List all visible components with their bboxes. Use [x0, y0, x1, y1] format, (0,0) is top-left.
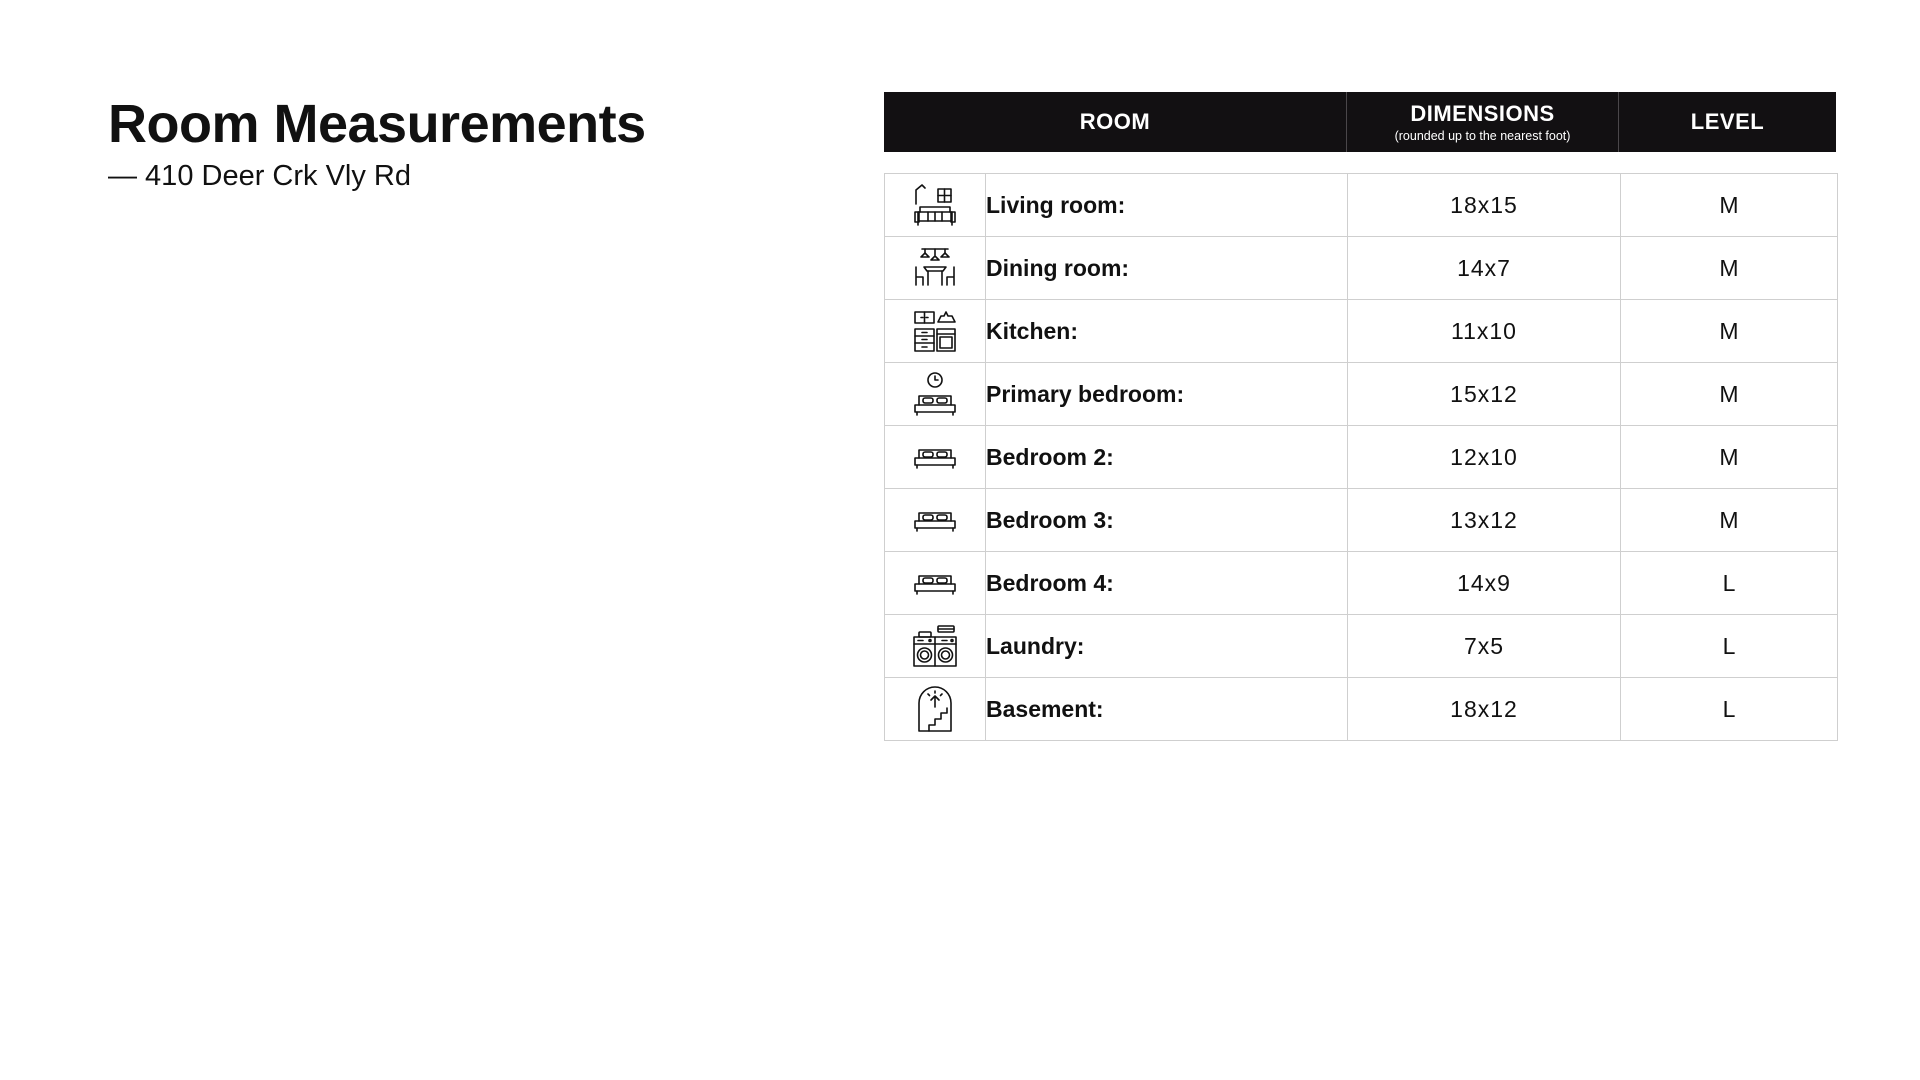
table-header	[884, 92, 1836, 152]
room-dimensions: 14x9	[1348, 552, 1621, 615]
bed-icon	[912, 442, 958, 472]
room-name: Laundry:	[986, 615, 1348, 678]
icon-cell	[885, 489, 986, 552]
room-name: Living room:	[986, 174, 1348, 237]
table-row	[885, 300, 1838, 363]
icon-cell	[885, 678, 986, 741]
page-title: Room Measurements	[108, 94, 646, 154]
icon-cell	[885, 174, 986, 237]
room-level: L	[1621, 552, 1838, 615]
room-table	[884, 173, 1838, 741]
header-level	[1619, 92, 1836, 152]
table-row	[885, 363, 1838, 426]
icon-cell	[885, 237, 986, 300]
room-level: M	[1621, 174, 1838, 237]
icon-cell	[885, 363, 986, 426]
room-level: L	[1621, 678, 1838, 741]
header-level-label: LEVEL	[1690, 109, 1765, 134]
room-dimensions: 18x12	[1348, 678, 1621, 741]
table-row	[885, 552, 1838, 615]
room-level: M	[1621, 300, 1838, 363]
room-name: Dining room:	[986, 237, 1348, 300]
header-room	[884, 92, 1347, 152]
room-name: Bedroom 4:	[986, 552, 1348, 615]
bed-icon	[912, 505, 958, 535]
kitchen-icon	[912, 308, 958, 354]
table-row	[885, 237, 1838, 300]
room-name: Bedroom 2:	[986, 426, 1348, 489]
room-name: Basement:	[986, 678, 1348, 741]
header-room-label: ROOM	[1079, 109, 1151, 134]
dining-room-icon	[912, 245, 958, 291]
header-dimensions-label: DIMENSIONS	[1410, 101, 1555, 126]
room-level: L	[1621, 615, 1838, 678]
header-dimensions	[1347, 92, 1619, 152]
table-row	[885, 489, 1838, 552]
room-dimensions: 13x12	[1348, 489, 1621, 552]
room-name: Kitchen:	[986, 300, 1348, 363]
room-level: M	[1621, 237, 1838, 300]
room-dimensions: 7x5	[1348, 615, 1621, 678]
room-dimensions: 15x12	[1348, 363, 1621, 426]
table-row	[885, 678, 1838, 741]
laundry-icon	[912, 623, 958, 669]
room-dimensions: 14x7	[1348, 237, 1621, 300]
table-row	[885, 615, 1838, 678]
room-level: M	[1621, 363, 1838, 426]
room-level: M	[1621, 489, 1838, 552]
bed-icon	[912, 568, 958, 598]
living-room-icon	[912, 182, 958, 228]
room-dimensions: 12x10	[1348, 426, 1621, 489]
header-dimensions-note: (rounded up to the nearest foot)	[1394, 129, 1571, 143]
room-dimensions: 11x10	[1348, 300, 1621, 363]
room-level: M	[1621, 426, 1838, 489]
address-subtitle: — 410 Deer Crk Vly Rd	[108, 160, 411, 192]
icon-cell	[885, 552, 986, 615]
primary-bedroom-icon	[912, 371, 958, 417]
table-row	[885, 174, 1838, 237]
room-name: Bedroom 3:	[986, 489, 1348, 552]
basement-icon	[912, 685, 958, 733]
icon-cell	[885, 300, 986, 363]
room-dimensions: 18x15	[1348, 174, 1621, 237]
icon-cell	[885, 615, 986, 678]
icon-cell	[885, 426, 986, 489]
room-name: Primary bedroom:	[986, 363, 1348, 426]
table-row	[885, 426, 1838, 489]
